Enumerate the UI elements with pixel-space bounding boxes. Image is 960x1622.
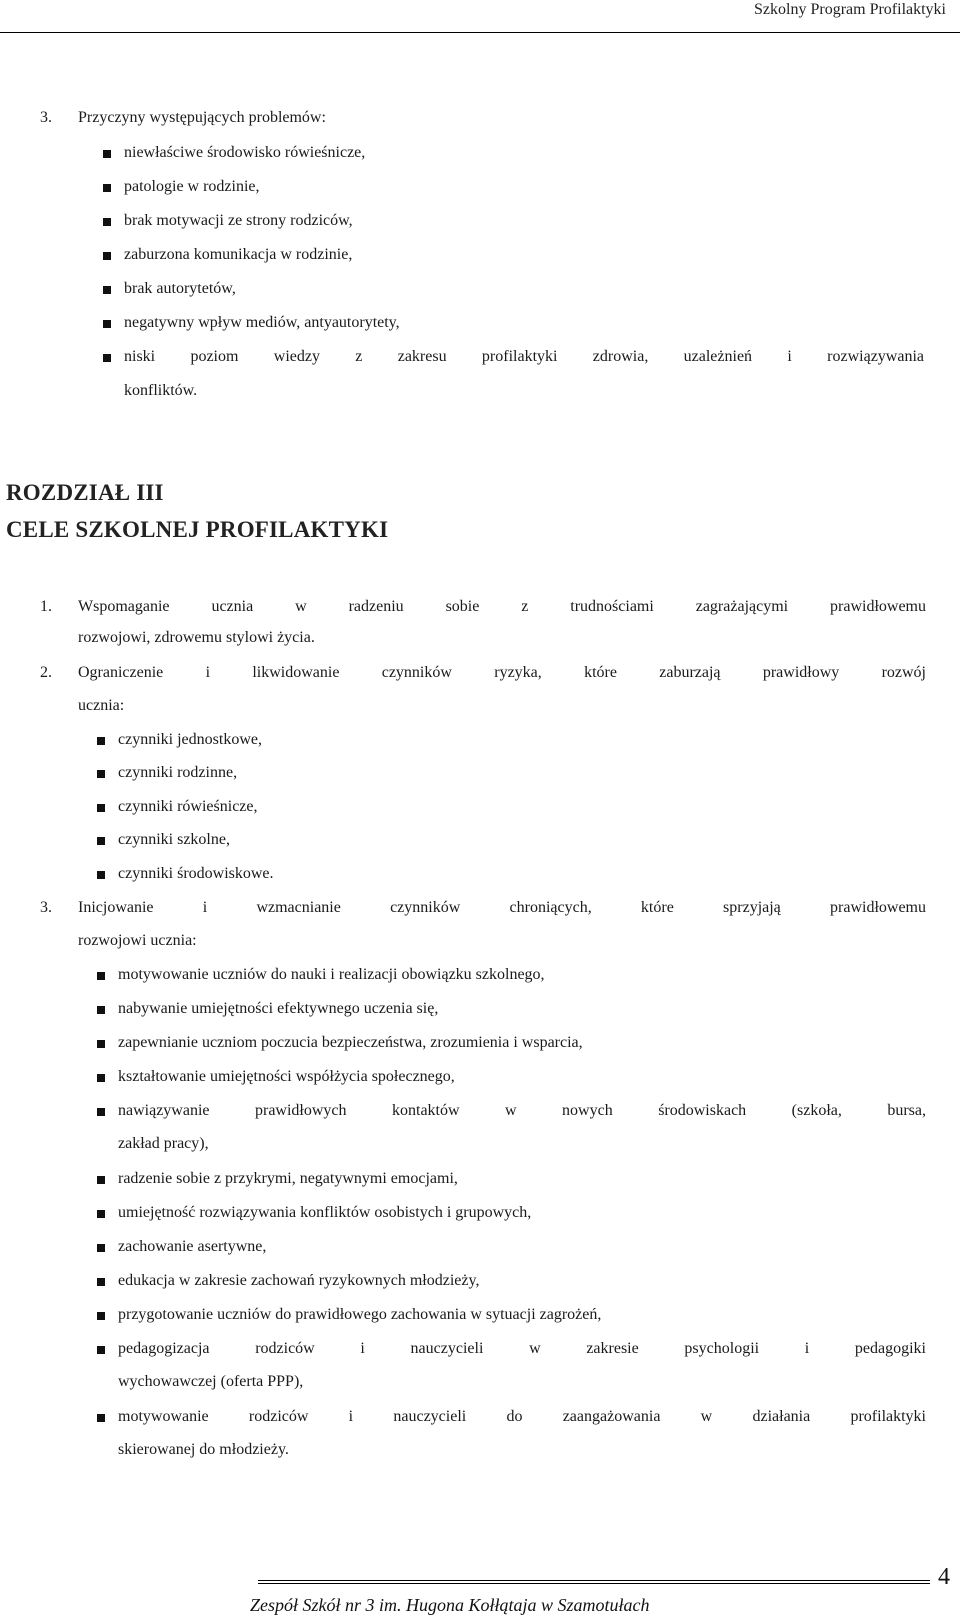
list-item: radzenie sobie z przykrymi, negatywnymi emocjami, bbox=[118, 1170, 458, 1187]
goal-text-continuation: rozwojowi ucznia: bbox=[78, 932, 197, 949]
goal-text: Wspomaganie ucznia w radzeniu sobie z trudnościami zagrażającymi prawidłowemu bbox=[78, 598, 926, 615]
list-item: motywowanie uczniów do nauki i realizacji obowiązku szkolnego, bbox=[118, 966, 545, 983]
page-number: 4 bbox=[938, 1564, 950, 1590]
goal-text-continuation: ucznia: bbox=[78, 697, 125, 714]
bullet-square-icon bbox=[97, 972, 105, 980]
goal-number: 2. bbox=[40, 664, 52, 681]
bullet-square-icon bbox=[97, 770, 105, 778]
list-item: motywowanie rodziców i nauczycieli do zaangażowania w działania profilaktyki bbox=[118, 1408, 926, 1425]
bullet-square-icon bbox=[97, 837, 105, 845]
bullet-square-icon bbox=[97, 737, 105, 745]
goal-number: 1. bbox=[40, 598, 52, 615]
bullet-square-icon bbox=[97, 1040, 105, 1048]
bullet-square-icon bbox=[97, 1006, 105, 1014]
list-item: brak motywacji ze strony rodziców, bbox=[124, 212, 353, 229]
bullet-square-icon bbox=[97, 1244, 105, 1252]
bullet-square-icon bbox=[103, 184, 111, 192]
bullet-square-icon bbox=[97, 1278, 105, 1286]
section-title: Przyczyny występujących problemów: bbox=[78, 109, 326, 126]
bullet-square-icon bbox=[97, 1074, 105, 1082]
bullet-square-icon bbox=[97, 1414, 105, 1422]
page-footer bbox=[0, 1564, 960, 1622]
bullet-square-icon bbox=[97, 1346, 105, 1354]
list-item: patologie w rodzinie, bbox=[124, 178, 260, 195]
header-title: Szkolny Program Profilaktyki bbox=[754, 1, 946, 18]
list-item: czynniki szkolne, bbox=[118, 831, 230, 848]
list-item: niski poziom wiedzy z zakresu profilaktyki zdrowia, uzależnień i rozwiązywania bbox=[124, 348, 924, 365]
list-item: nabywanie umiejętności efektywnego uczenia się, bbox=[118, 1000, 439, 1017]
running-header bbox=[0, 0, 960, 33]
bullet-square-icon bbox=[97, 804, 105, 812]
section-number: 3. bbox=[40, 109, 52, 126]
list-item: brak autorytetów, bbox=[124, 280, 236, 297]
chapter-subheading: CELE SZKOLNEJ PROFILAKTYKI bbox=[6, 517, 389, 542]
list-item: przygotowanie uczniów do prawidłowego zachowania w sytuacji zagrożeń, bbox=[118, 1306, 602, 1323]
list-item: zachowanie asertywne, bbox=[118, 1238, 267, 1255]
list-item-continuation: konfliktów. bbox=[124, 382, 198, 399]
list-item: niewłaściwe środowisko rówieśnicze, bbox=[124, 144, 366, 161]
bullet-square-icon bbox=[103, 218, 111, 226]
list-item: czynniki jednostkowe, bbox=[118, 731, 262, 748]
list-item: czynniki rówieśnicze, bbox=[118, 798, 258, 815]
bullet-square-icon bbox=[103, 286, 111, 294]
list-item: kształtowanie umiejętności współżycia społecznego, bbox=[118, 1068, 455, 1085]
list-item: zaburzona komunikacja w rodzinie, bbox=[124, 246, 353, 263]
bullet-square-icon bbox=[97, 1210, 105, 1218]
list-item-continuation: skierowanej do młodzieży. bbox=[118, 1441, 289, 1458]
chapter-heading: ROZDZIAŁ III bbox=[6, 480, 164, 505]
goal-text: Inicjowanie i wzmacnianie czynników chroniących, które sprzyjają prawidłowemu bbox=[78, 899, 926, 916]
list-item-continuation: zakład pracy), bbox=[118, 1135, 209, 1152]
list-item: negatywny wpływ mediów, antyautorytety, bbox=[124, 314, 400, 331]
bullet-square-icon bbox=[103, 320, 111, 328]
bullet-square-icon bbox=[103, 150, 111, 158]
bullet-square-icon bbox=[97, 1108, 105, 1116]
goal-number: 3. bbox=[40, 899, 52, 916]
goal-text-continuation: rozwojowi, zdrowemu stylowi życia. bbox=[78, 629, 315, 646]
list-item-continuation: wychowawczej (oferta PPP), bbox=[118, 1373, 304, 1390]
list-item: pedagogizacja rodziców i nauczycieli w zakresie psychologii i pedagogiki bbox=[118, 1340, 926, 1357]
bullet-square-icon bbox=[97, 1312, 105, 1320]
list-item: umiejętność rozwiązywania konfliktów osobistych i grupowych, bbox=[118, 1204, 532, 1221]
footer-text: Zespół Szkół nr 3 im. Hugona Kołłątaja w Szamotułach bbox=[250, 1595, 650, 1615]
bullet-square-icon bbox=[97, 1176, 105, 1184]
bullet-square-icon bbox=[103, 252, 111, 260]
list-item: zapewnianie uczniom poczucia bezpieczeństwa, zrozumienia i wsparcia, bbox=[118, 1034, 583, 1051]
list-item: nawiązywanie prawidłowych kontaktów w nowych środowiskach (szkoła, bursa, bbox=[118, 1102, 926, 1119]
bullet-square-icon bbox=[103, 354, 111, 362]
list-item: edukacja w zakresie zachowań ryzykownych młodzieży, bbox=[118, 1272, 480, 1289]
list-item: czynniki rodzinne, bbox=[118, 764, 238, 781]
footer-rule bbox=[258, 1580, 930, 1584]
list-item: czynniki środowiskowe. bbox=[118, 865, 274, 882]
goal-text: Ograniczenie i likwidowanie czynników ryzyka, które zaburzają prawidłowy rozwój bbox=[78, 664, 926, 681]
bullet-square-icon bbox=[97, 871, 105, 879]
